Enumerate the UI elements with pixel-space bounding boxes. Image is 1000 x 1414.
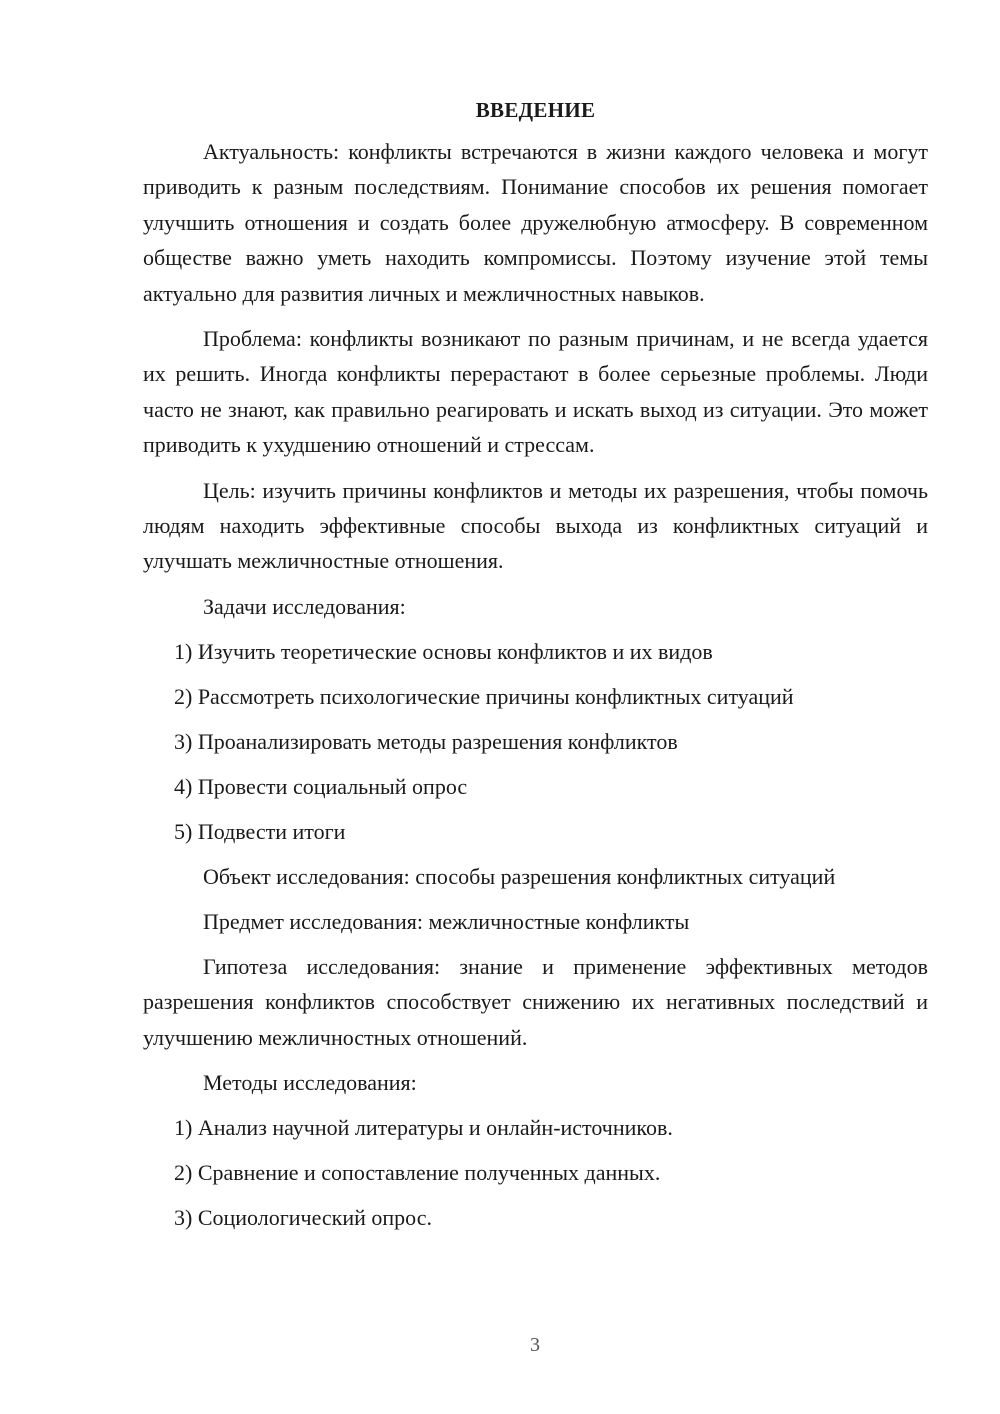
page-content [143, 96, 928, 1245]
problem-paragraph: Проблема: конфликты возникают по разным причинам, и не всегда удается их решить. Иногда конфликты перерастают в более серьезные проблемы. Люди часто не знают, как правильно реагировать и искать выход из ситуации. Это может приводить к ухудшению отношений и стрессам. [143, 326, 928, 458]
tasks-list [143, 634, 928, 849]
list-item: 1) Анализ научной литературы и онлайн-источников. [174, 1115, 673, 1141]
list-item: 5) Подвести итоги [174, 818, 346, 844]
list-item: 1) Изучить теоретические основы конфликтов и их видов [174, 638, 713, 664]
goal-paragraph: Цель: изучить причины конфликтов и методы их разрешения, чтобы помочь людям находить эффективные способы выхода из конфликтных ситуаций и улучшать межличностные отношения. [143, 477, 928, 574]
subject-line: Предмет исследования: межличностные конфликты [203, 908, 690, 934]
hypothesis-paragraph: Гипотеза исследования: знание и применение эффективных методов разрешения конфликтов способствует снижению их негативных последствий и улучшению межличностных отношений. [143, 953, 928, 1050]
list-item: 4) Провести социальный опрос [174, 773, 468, 799]
methods-list [143, 1110, 928, 1235]
relevance-paragraph: Актуальность: конфликты встречаются в жизни каждого человека и могут приводить к разным последствиям. Понимание способов их решения помогает улучшить отношения и создать более дружелюбную атмосферу. В современном обществе важно уметь находить компромиссы. Поэтому изучение этой темы актуально для развития личных и межличностных навыков. [143, 139, 928, 306]
object-line: Объект исследования: способы разрешения конфликтных ситуаций [203, 863, 836, 889]
list-item: 2) Рассмотреть психологические причины конфликтных ситуаций [174, 683, 794, 709]
list-item: 2) Сравнение и сопоставление полученных данных. [174, 1160, 661, 1186]
methods-heading: Методы исследования: [203, 1070, 417, 1096]
page-number: 3 [530, 1334, 540, 1356]
tasks-heading: Задачи исследования: [203, 593, 406, 619]
section-title: ВВЕДЕНИЕ [475, 98, 596, 122]
list-item: 3) Проанализировать методы разрешения конфликтов [174, 728, 678, 754]
list-item: 3) Социологический опрос. [174, 1205, 432, 1231]
